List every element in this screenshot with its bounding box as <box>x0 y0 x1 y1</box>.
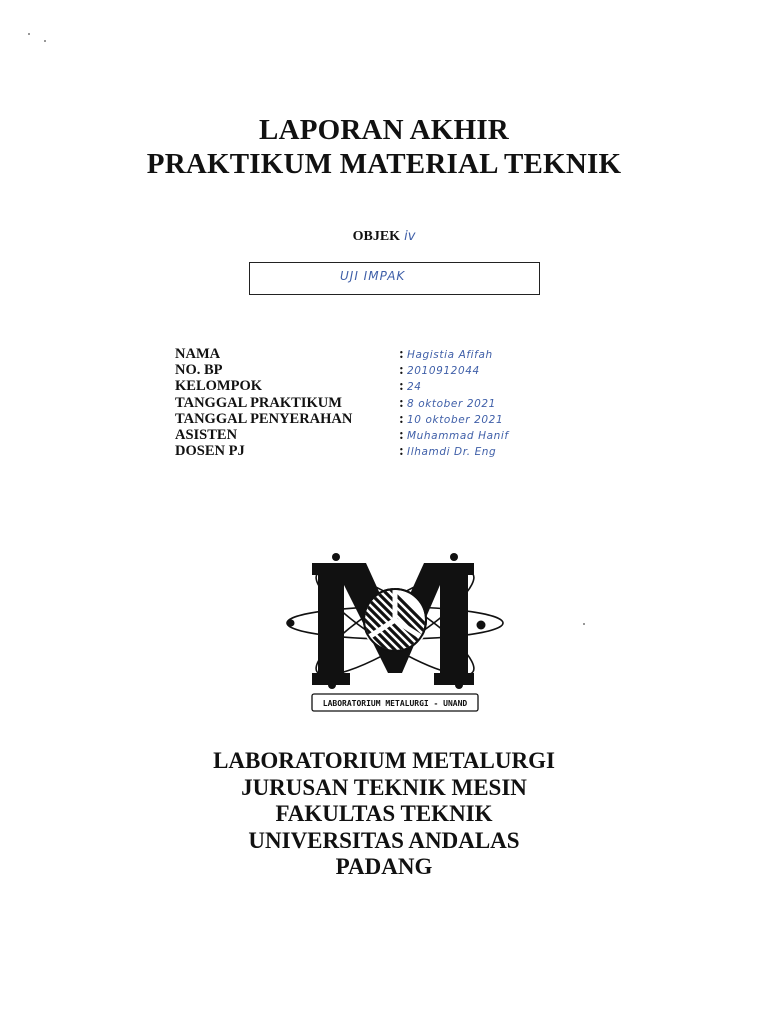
footer-line-3: FAKULTAS TEKNIK <box>275 801 493 826</box>
title-line-2: PRAKTIKUM MATERIAL TEKNIK <box>146 148 622 180</box>
info-colon: : <box>399 410 404 427</box>
info-value: 10 oktober 2021 <box>407 413 504 426</box>
objek-title-text: UJI IMPAK <box>340 269 406 283</box>
scan-speck <box>583 623 585 625</box>
info-row-tanggal-penyerahan <box>175 411 509 427</box>
info-label: DOSEN PJ <box>175 443 245 460</box>
info-row-kelompok <box>175 378 509 394</box>
info-row-nama <box>175 346 509 362</box>
info-value: Ilhamdi Dr. Eng <box>407 446 497 459</box>
title-line-1: LAPORAN AKHIR <box>259 114 509 146</box>
info-row-tanggal-praktikum <box>175 395 509 411</box>
info-colon: : <box>399 426 404 443</box>
report-title <box>0 113 768 181</box>
student-info <box>175 346 509 459</box>
logo-banner-text: LABORATORIUM METALURGI - UNAND <box>322 699 468 708</box>
footer-line-5: PADANG <box>335 854 433 879</box>
info-value: Hagistia Afifah <box>407 349 493 361</box>
info-colon: : <box>399 346 404 362</box>
objek-label: OBJEK <box>352 229 401 244</box>
info-value: 2010912044 <box>407 365 480 378</box>
info-label: TANGGAL PRAKTIKUM <box>175 394 342 411</box>
objek-title-box <box>249 262 540 295</box>
info-row-asisten <box>175 427 509 443</box>
info-label: KELOMPOK <box>175 378 262 395</box>
info-label: NAMA <box>175 346 221 362</box>
info-value: 24 <box>407 381 422 394</box>
objek-number: iv <box>404 229 416 244</box>
info-colon: : <box>399 362 404 379</box>
info-value: Muhammad Hanif <box>407 429 509 442</box>
info-colon: : <box>399 378 404 395</box>
info-label: NO. BP <box>175 362 223 379</box>
footer-line-1: LABORATORIUM METALURGI <box>213 748 555 773</box>
institution-block <box>0 748 768 881</box>
info-label: TANGGAL PENYERAHAN <box>175 410 353 427</box>
objek-heading <box>0 229 768 245</box>
scan-speck <box>44 40 46 42</box>
footer-line-2: JURUSAN TEKNIK MESIN <box>241 774 527 800</box>
info-label: ASISTEN <box>175 426 238 443</box>
info-row-dosen-pj <box>175 443 509 459</box>
info-colon: : <box>399 394 404 411</box>
info-row-no-bp <box>175 362 509 378</box>
lab-metalurgi-logo <box>284 545 504 717</box>
scan-speck <box>28 33 30 35</box>
footer-line-4: UNIVERSITAS ANDALAS <box>248 827 520 853</box>
info-colon: : <box>399 443 404 460</box>
info-value: 8 oktober 2021 <box>407 397 496 410</box>
